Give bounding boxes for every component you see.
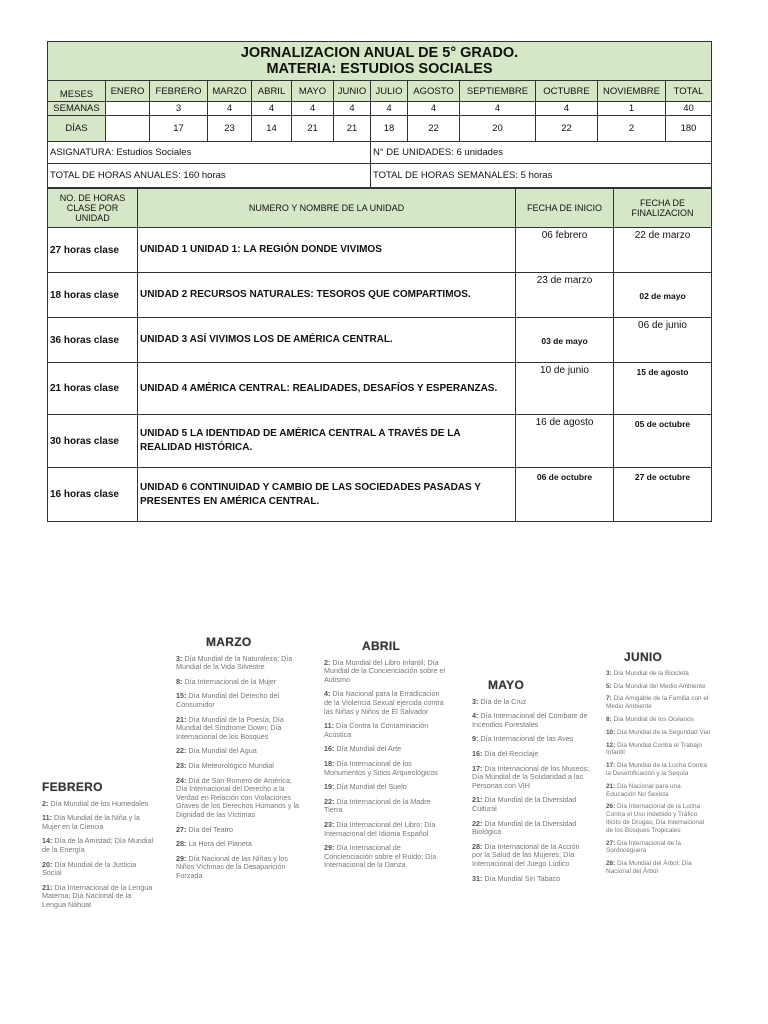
- list-item: 5: Día Mundial del Medio Ambiente: [606, 682, 706, 690]
- days-cell: 180: [666, 116, 712, 142]
- unit-name: UNIDAD 1 UNIDAD 1: LA REGIÓN DONDE VIVIMOS: [138, 228, 516, 273]
- calendar-february: [42, 780, 154, 916]
- days-cell: 23: [208, 116, 252, 142]
- unit-end: 15 de agosto: [614, 363, 712, 415]
- month-header: TOTAL: [666, 81, 712, 102]
- table-row: [48, 415, 712, 468]
- calendar-april: [324, 639, 446, 876]
- unit-hours: 36 horas clase: [48, 318, 138, 363]
- list-item: 3: Día de la Cruz: [472, 696, 527, 706]
- list-item: 27: Día del Teatro: [176, 824, 234, 834]
- list-item: 10: Día Mundial de la Seguridad Vial: [606, 728, 710, 736]
- unit-start: 06 de octubre: [516, 468, 614, 522]
- list-item: 27: Día Internacional de la Sordoceguera: [606, 839, 681, 855]
- unit-end: 02 de mayo: [614, 273, 712, 318]
- days-cell: 21: [334, 116, 371, 142]
- days-cell: 14: [252, 116, 292, 142]
- month-header: AGOSTO: [408, 81, 460, 102]
- list-item: 22: Día Internacional de la Madre Tierra: [324, 796, 431, 815]
- list-item: 21: Día Internacional de la Lengua Materna; Día Nacional de la Lengua Náhuat: [42, 882, 153, 909]
- unit-start: 23 de marzo: [516, 273, 614, 318]
- unit-start: 06 febrero: [516, 228, 614, 273]
- unit-start: 10 de junio: [516, 363, 614, 415]
- weeks-cell: 4: [460, 102, 536, 116]
- table-row: [48, 318, 712, 363]
- unit-hours: 21 horas clase: [48, 363, 138, 415]
- list-item: 29: Día Nacional de las Niñas y los Niños Víctimas de la Desaparición Forzada: [176, 853, 288, 880]
- table-row: [48, 273, 712, 318]
- list-item: 8: Día Mundial de los Océanos: [606, 715, 694, 723]
- list-item: 7: Día Amigable de la Familia con el Medio Ambiente: [606, 695, 709, 711]
- weeks-cell: 4: [292, 102, 334, 116]
- unit-hours: 30 horas clase: [48, 415, 138, 468]
- list-item: 12: Día Mundial Contra el Trabajo Infantil: [606, 741, 702, 757]
- row-label-days: DÍAS: [48, 116, 106, 142]
- calendar-june: [606, 650, 710, 881]
- list-item: 8: Día Internacional de la Mujer: [176, 676, 277, 686]
- list-item: 4: Día Internacional del Combate de Incendios Forestales: [472, 711, 588, 729]
- list-item: 24: Día de San Romero de América; Día Internacional del Derecho a la Verdad en Relación con Violaciones Graves de los Derechos Humanos y la Dignidad de las Víctimas: [176, 775, 300, 819]
- unit-end: 22 de marzo: [614, 228, 712, 273]
- list-item: 26: Día Internacional de la Lucha Contra el Uso Indebido y Tráfico Ilícito de Drogas; Día Internacional de los Bosques Tropicales: [606, 803, 705, 834]
- header-end-date: FECHA DE FINALIZACION: [614, 189, 712, 228]
- header-hours: NO. DE HORAS CLASE POR UNIDAD: [48, 189, 138, 228]
- month-title-april: ABRIL: [362, 639, 401, 653]
- unit-name: UNIDAD 6 CONTINUIDAD Y CAMBIO DE LAS SOCIEDADES PASADAS Y PRESENTES EN AMÉRICA CENTRAL.: [138, 468, 516, 522]
- planning-sheet: [47, 41, 711, 522]
- unit-hours: 27 horas clase: [48, 228, 138, 273]
- unit-name: UNIDAD 5 LA IDENTIDAD DE AMÉRICA CENTRAL A TRAVÉS DE LA REALIDAD HISTÓRICA.: [138, 415, 516, 468]
- subject-cell: ASIGNATURA: Estudios Sociales: [48, 142, 371, 164]
- title-line-1: JORNALIZACION ANUAL DE 5° GRADO.: [240, 45, 519, 61]
- list-item: 17: Día Mundial de la Lucha Contra la Desertificación y la Sequía: [606, 762, 707, 777]
- unit-start: 16 de agosto: [516, 415, 614, 468]
- unit-end: 05 de octubre: [614, 415, 712, 468]
- weeks-cell: 4: [252, 102, 292, 116]
- list-item: 31: Día Mundial Sin Tabaco: [472, 873, 561, 883]
- month-title-may: MAYO: [488, 678, 525, 692]
- list-item: 28: Día Mundial del Árbol; Día Nacional del Árbol: [606, 860, 692, 875]
- weeks-cell: 4: [334, 102, 371, 116]
- list-item: 11: Día Mundial de la Niña y la Mujer en la Ciencia: [42, 813, 140, 831]
- list-item: 3: Día Mundial de la Bicicleta: [606, 669, 689, 677]
- header-start-date: FECHA DE INICIO: [516, 189, 614, 228]
- list-item: 17: Día Internacional de los Museos; Día Mundial de la Solidaridad a las Personas con VIH: [472, 763, 590, 790]
- row-label-weeks: SEMANAS: [48, 102, 106, 116]
- list-item: 29: Día Internacional de Concienciación sobre el Ruido; Día Internacional de la Danza: [324, 843, 437, 870]
- days-cell: 20: [460, 116, 536, 142]
- days-cell: 2: [598, 116, 666, 142]
- unit-end: 27 de octubre: [614, 468, 712, 522]
- month-header: JUNIO: [334, 81, 371, 102]
- unit-hours: 16 horas clase: [48, 468, 138, 522]
- list-item: 3: Día Mundial de la Naturaleza; Día Mundial de la Vida Silvestre: [176, 653, 293, 672]
- list-item: 23: Día Meteorológico Mundial: [176, 760, 274, 770]
- calendar-may: [472, 678, 590, 889]
- list-item: 23: Día Internacional del Libro; Día Internacional del Idioma Español: [324, 819, 436, 838]
- list-item: 21: Día Mundial de la Poesía; Día Mundial del Síndrome Down; Día Internacional de los Bosques: [176, 714, 284, 741]
- weeks-cell: 4: [371, 102, 408, 116]
- month-title-march: MARZO: [206, 635, 252, 649]
- table-row: [48, 228, 712, 273]
- month-header: MARZO: [208, 81, 252, 102]
- weeks-cell: [106, 102, 150, 116]
- row-label-months: MESES: [48, 81, 106, 102]
- list-item: 16: Día Mundial del Arte: [324, 744, 402, 754]
- days-cell: 22: [408, 116, 460, 142]
- table-row: [48, 363, 712, 415]
- list-item: 11: Día Contra la Contaminación Acústica: [324, 721, 429, 739]
- weeks-cell: 40: [666, 102, 712, 116]
- days-cell: 21: [292, 116, 334, 142]
- unit-name: UNIDAD 4 AMÉRICA CENTRAL: REALIDADES, DESAFÍOS Y ESPERANZAS.: [138, 363, 516, 415]
- calendar-march: [176, 635, 300, 886]
- days-cell: 22: [536, 116, 598, 142]
- list-item: 21: Día Mundial de la Diversidad Cultural: [472, 795, 577, 813]
- month-header: OCTUBRE: [536, 81, 598, 102]
- month-header: FEBRERO: [150, 81, 208, 102]
- month-header: NOVIEMBRE: [598, 81, 666, 102]
- list-item: 4: Día Nacional para la Erradicación de la Violencia Sexual ejercida contra las Niñas y Niños de El Salvador: [324, 689, 444, 716]
- month-header: ABRIL: [252, 81, 292, 102]
- list-item: 28: Día Internacional de la Acción por la Salud de las Mujeres; Día Internacional del Juego Lúdico: [472, 841, 580, 868]
- list-item: 20: Día Mundial de la Justicia Social: [42, 859, 137, 878]
- weeks-cell: 3: [150, 102, 208, 116]
- month-header: JULIO: [371, 81, 408, 102]
- unit-end: 06 de junio: [614, 318, 712, 363]
- month-title-february: FEBRERO: [42, 780, 103, 794]
- month-title-june: JUNIO: [624, 650, 663, 664]
- list-item: 9: Día Internacional de las Aves: [472, 734, 574, 744]
- list-item: 28: La Hora del Planeta: [176, 839, 252, 849]
- list-item: 2: Día Mundial del Libro Infantil; Día Mundial de la Concienciación sobre el Autismo: [324, 657, 446, 684]
- unit-start: 03 de mayo: [516, 318, 614, 363]
- days-cell: [106, 116, 150, 142]
- weeks-cell: 1: [598, 102, 666, 116]
- unit-hours: 18 horas clase: [48, 273, 138, 318]
- list-item: 16: Día del Reciclaje: [472, 748, 539, 758]
- table-row: [48, 468, 712, 522]
- list-item: 19: Día Mundial del Suelo: [324, 782, 407, 792]
- units-table: [47, 188, 712, 522]
- days-cell: 17: [150, 116, 208, 142]
- weeks-cell: 4: [408, 102, 460, 116]
- weekly-hours-cell: TOTAL DE HORAS SEMANALES: 5 horas: [371, 164, 712, 188]
- months-table: [47, 41, 712, 188]
- unit-name: UNIDAD 3 ASÍ VIVIMOS LOS DE AMÉRICA CENTRAL.: [138, 318, 516, 363]
- unit-name: UNIDAD 2 RECURSOS NATURALES: TESOROS QUE COMPARTIMOS.: [138, 273, 516, 318]
- title-line-2: MATERIA: ESTUDIOS SOCIALES: [266, 61, 493, 77]
- weeks-cell: 4: [208, 102, 252, 116]
- list-item: 18: Día Internacional de los Monumentos y Sitios Arqueológicos: [324, 758, 438, 777]
- annual-hours-cell: TOTAL DE HORAS ANUALES: 160 horas: [48, 164, 371, 188]
- header-unit-name: NUMERO Y NOMBRE DE LA UNIDAD: [138, 189, 516, 228]
- month-header: SEPTIEMBRE: [460, 81, 536, 102]
- month-header: ENERO: [106, 81, 150, 102]
- list-item: 2: Día Mundial de los Humedales: [42, 798, 149, 808]
- units-count-cell: N° DE UNIDADES: 6 unidades: [371, 142, 712, 164]
- weeks-cell: 4: [536, 102, 598, 116]
- month-header: MAYO: [292, 81, 334, 102]
- list-item: 15: Día Mundial del Derecho del Consumidor: [176, 691, 280, 709]
- list-item: 22: Día Mundial de la Diversidad Biológica: [472, 818, 577, 837]
- list-item: 22: Día Mundial del Agua: [176, 746, 257, 756]
- days-cell: 18: [371, 116, 408, 142]
- list-item: 14: Día de la Amistad; Día Mundial de la Energía: [42, 836, 154, 854]
- list-item: 21: Día Nacional para una Educación No Sexista: [606, 782, 681, 798]
- page-title: [48, 42, 712, 81]
